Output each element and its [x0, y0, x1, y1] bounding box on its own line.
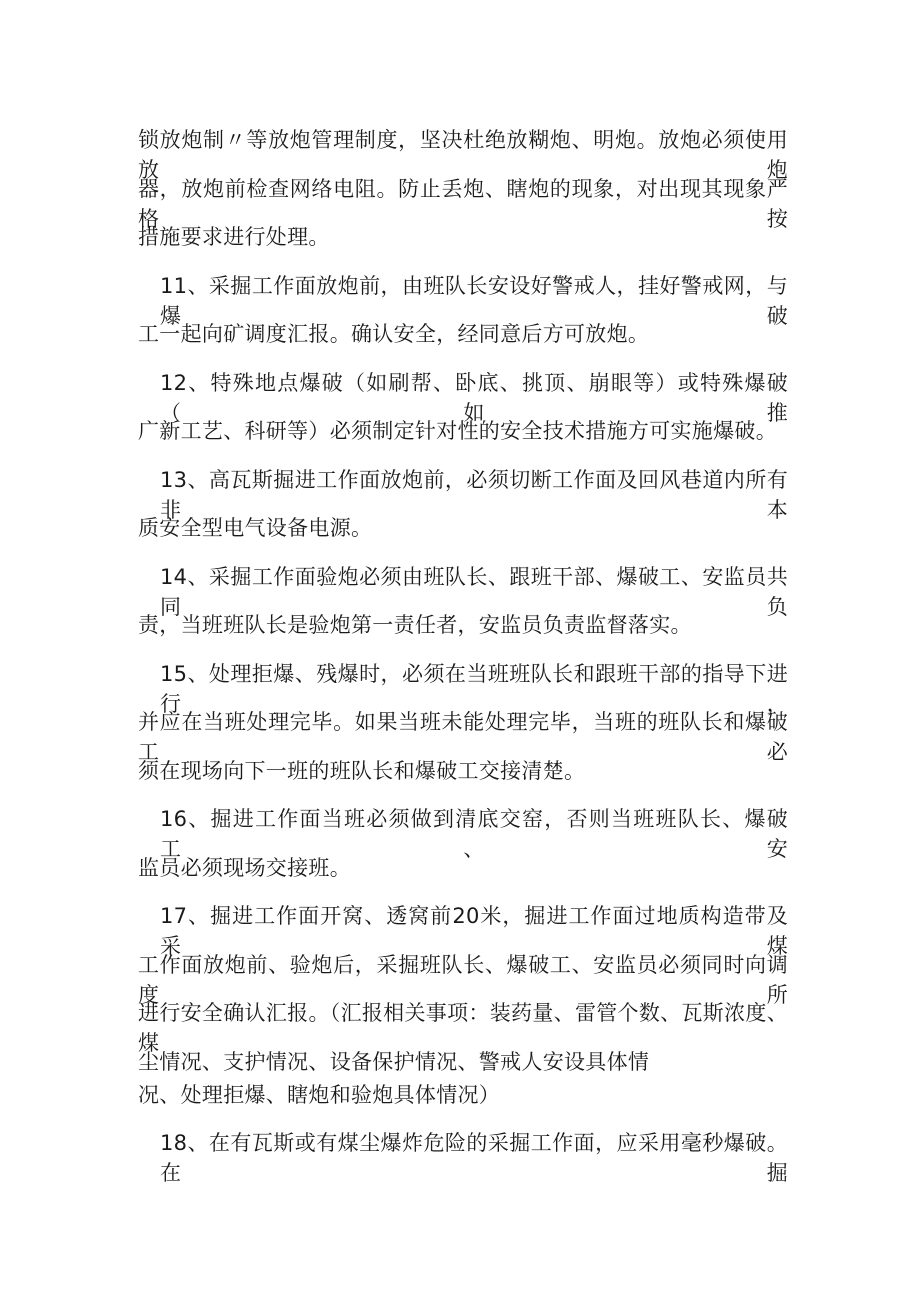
paragraph-14-line-2: 责，当班班队长是验炮第一责任者，安监员负责监督落实。 — [138, 613, 692, 637]
paragraph-13-line-1: 13、高瓦斯掘进工作面放炮前，必须切断工作面及回风巷道内所有非本 — [160, 468, 788, 522]
text-line-1: 锁放炮制〃等放炮管理制度，坚决杜绝放糊炮、明炮。放炮必须使用放炮 — [138, 128, 788, 182]
paragraph-11-line-1: 11、采掘工作面放炮前，由班队长安设好警戒人，挂好警戒网，与爆破 — [160, 274, 788, 328]
paragraph-12-line-1: 12、特殊地点爆破（如刷帮、卧底、挑顶、崩眼等）或特殊爆破（如推 — [160, 371, 788, 425]
paragraph-11-line-2: 工一起向矿调度汇报。确认安全，经同意后方可放炮。 — [138, 322, 650, 346]
paragraph-15-line-1: 15、处理拒爆、残爆时，必须在当班班队长和跟班干部的指导下进行， — [160, 662, 788, 716]
paragraph-17-line-3: 进行安全确认汇报。（汇报相关事项：装药量、雷管个数、瓦斯浓度、煤 — [138, 1001, 788, 1055]
paragraph-13-line-2: 质安全型电气设备电源。 — [138, 516, 373, 540]
paragraph-14-line-1: 14、采掘工作面验炮必须由班队长、跟班干部、爆破工、安监员共同负 — [160, 565, 788, 619]
paragraph-15-line-2: 并应在当班处理完毕。如果当班未能处理完毕，当班的班队长和爆破工必 — [138, 710, 788, 764]
paragraph-12-line-2: 广新工艺、科研等）必须制定针对性的安全技术措施方可实施爆破。 — [138, 419, 777, 443]
paragraph-16-line-1: 16、掘进工作面当班必须做到清底交窑，否则当班班队长、爆破工、安 — [160, 807, 788, 861]
paragraph-18-line-1: 18、在有瓦斯或有煤尘爆炸危险的采掘工作面，应采用毫秒爆破。在掘 — [160, 1131, 788, 1185]
paragraph-17-line-5: 况、处理拒爆、瞎炮和验炮具体情况） — [138, 1083, 501, 1107]
paragraph-17-line-1: 17、掘进工作面开窝、透窝前20米，掘进工作面过地质构造带及采煤 — [160, 904, 788, 958]
paragraph-17-line-2: 工作面放炮前、验炮后，采掘班队长、爆破工、安监员必须同时向调度所 — [138, 953, 788, 1007]
text-line-2: 器，放炮前检查网络电阻。防止丢炮、瞎炮的现象，对出现其现象严格按 — [138, 177, 788, 231]
paragraph-17-line-4: 尘情况、支护情况、设备保护情况、警戒人安设具体情 — [138, 1050, 650, 1074]
text-line-3: 措施要求进行处理。 — [138, 225, 330, 249]
paragraph-15-line-3: 须在现场向下一班的班队长和爆破工交接清楚。 — [138, 759, 586, 783]
paragraph-16-line-2: 监员必须现场交接班。 — [138, 856, 351, 880]
